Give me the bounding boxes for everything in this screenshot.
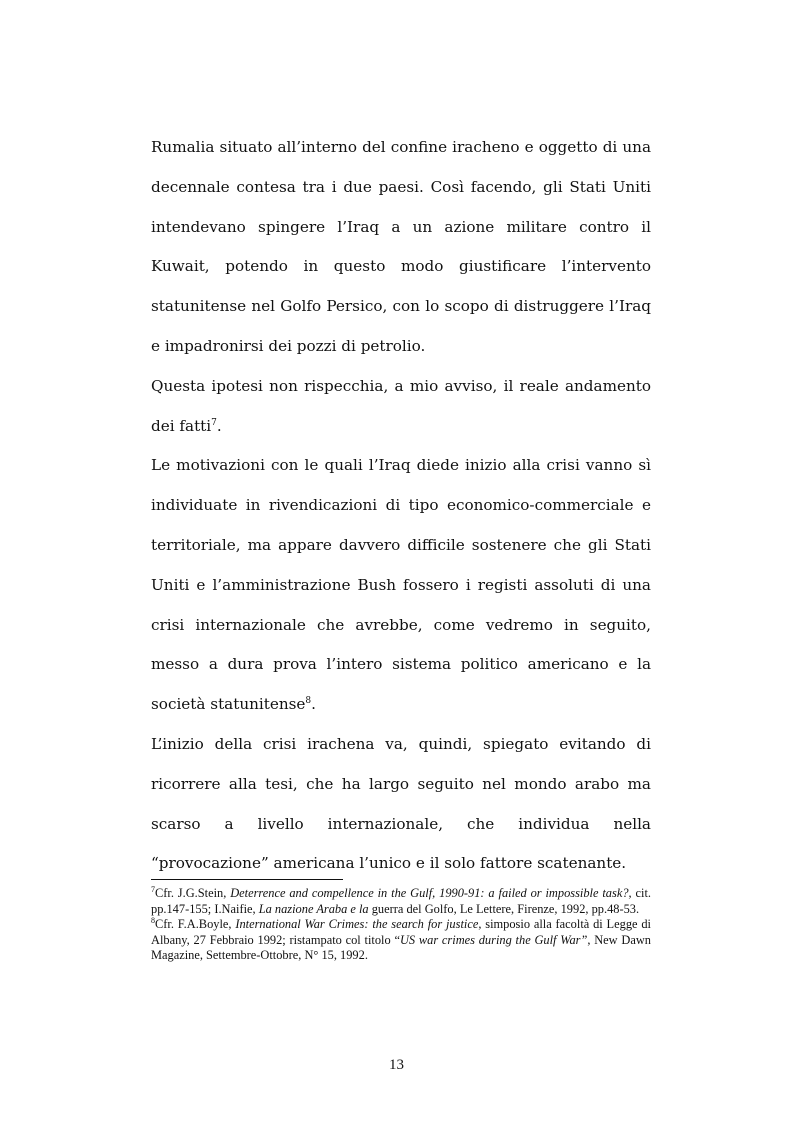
- paragraph-text: Rumalia situato all’interno del confine iracheno e oggetto di una decennale contesa tra i due paesi. Così facendo, gli Stati Uniti intendevano spingere l’Iraq a un azione militare contro il Kuwait, potendo in questo modo giustificare l’intervento statunitense nel Golfo Persico, con lo scopo di distruggere l’Iraq e impadronirsi dei pozzi di petrolio.: [151, 138, 651, 355]
- footnote-number: 7: [151, 884, 155, 894]
- paragraph-text-end: .: [311, 695, 316, 714]
- paragraph: [151, 128, 651, 367]
- footnote-title: US war crimes during the Gulf War”: [399, 932, 588, 947]
- footnote-text: cit. pp.147-155; I.Naifie,: [151, 886, 651, 916]
- footnote-ref-8[interactable]: 8: [305, 696, 312, 707]
- paragraph-text: L’inizio della crisi irachena va, quindi, spiegato evitando di ricorrere alla tesi, che ha largo seguito nel mondo arabo ma scarso a livello internazionale, che individua nella “provocazione” americana l’unico e il solo fattore scatenante.: [151, 734, 651, 873]
- footnote-8: [151, 917, 651, 964]
- paragraph: [151, 725, 651, 884]
- footnote-text: simposio alla facoltà di Legge di Albany, 27 Febbraio 1992; ristampato col titolo “: [151, 917, 651, 947]
- footnote-text: Cfr. F.A.Boyle,: [155, 917, 236, 932]
- footnote-text: guerra del Golfo, Le Lettere, Firenze, 1992, pp.48-53.: [368, 901, 640, 916]
- footnote-divider: [151, 879, 343, 880]
- footnote-title: La nazione Araba e la: [258, 901, 369, 916]
- footnote-7: [151, 886, 651, 917]
- footnote-number: 8: [151, 916, 155, 926]
- footnote-title: Deterrence and compellence in the Gulf, 1990-91: a failed or impossible task?,: [230, 886, 632, 900]
- paragraph: [151, 367, 651, 447]
- footnote-title: International War Crimes: the search for justice,: [235, 917, 482, 932]
- footnote-text: , New Dawn Magazine, Settembre-Ottobre, N° 15, 1992.: [151, 932, 651, 963]
- footnotes: [151, 886, 651, 964]
- footnote-text: Cfr. J.G.Stein,: [155, 886, 231, 900]
- footnote-ref-7[interactable]: 7: [211, 417, 217, 428]
- paragraph-text-end: .: [216, 416, 222, 435]
- body-text: [151, 128, 651, 884]
- page-number: 13: [389, 1057, 404, 1073]
- paragraph-text: Questa ipotesi non rispecchia, a mio avviso, il reale andamento dei fatti: [151, 376, 651, 435]
- paragraph-text: Le motivazioni con le quali l’Iraq diede inizio alla crisi vanno sì individuate in rivendicazioni di tipo economico-commerciale e territoriale, ma appare davvero difficile sostenere che gli Stati Uniti e l’amministrazione Bush fossero i registi assoluti di una crisi internazionale che avrebbe, come vedremo in seguito, messo a dura prova l’intero sistema politico americano e la società statunitense: [151, 456, 651, 714]
- paragraph: [151, 446, 651, 725]
